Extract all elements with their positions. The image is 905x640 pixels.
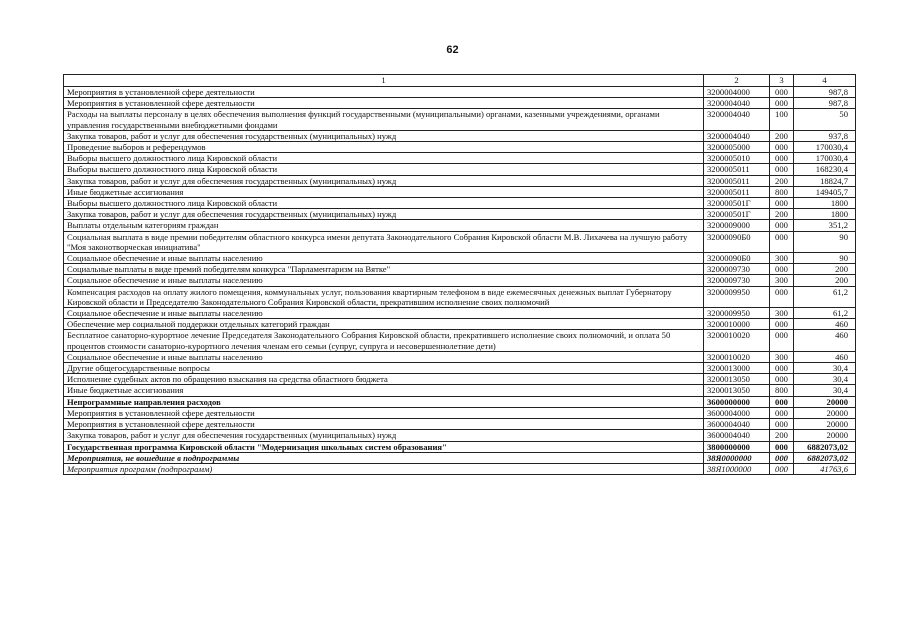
- table-row: [64, 374, 856, 385]
- row-description: Закупка товаров, работ и услуг для обеспечения государственных (муниципальных) нужд: [64, 430, 704, 441]
- header-col-3: 3: [770, 75, 794, 87]
- row-amount: 460: [794, 330, 856, 351]
- row-description: Социальные выплаты в виде премий победителям конкурса "Парламентаризм на Вятке": [64, 264, 704, 275]
- row-amount: 937,8: [794, 130, 856, 141]
- row-description: Мероприятия программ (подпрограмм): [64, 463, 704, 474]
- row-expense-type: 200: [770, 175, 794, 186]
- row-amount: 20000: [794, 419, 856, 430]
- row-expense-type: 000: [770, 452, 794, 463]
- row-expense-type: 800: [770, 385, 794, 396]
- table-row: [64, 308, 856, 319]
- row-code: 320000501Г: [704, 198, 770, 209]
- row-expense-type: 300: [770, 253, 794, 264]
- row-amount: 1800: [794, 209, 856, 220]
- row-description: Мероприятия в установленной сфере деятельности: [64, 419, 704, 430]
- row-description: Мероприятия в установленной сфере деятельности: [64, 407, 704, 418]
- row-description: Исполнение судебных актов по обращению взыскания на средства областного бюджета: [64, 374, 704, 385]
- row-expense-type: 000: [770, 264, 794, 275]
- row-code: 3200004040: [704, 130, 770, 141]
- row-code: 3200005000: [704, 142, 770, 153]
- row-code: 3200005011: [704, 186, 770, 197]
- row-amount: 6882073,02: [794, 441, 856, 452]
- row-amount: 50: [794, 109, 856, 130]
- page-number: 62: [446, 44, 459, 56]
- table-row: [64, 330, 856, 351]
- row-description: Компенсация расходов на оплату жилого помещения, коммунальных услуг, пользования квартирным телефоном в виде ежемесячных денежных выплат Губернатору Кировской области и Председателю Законодательного Собрания Кировской области, прекратившим исполнение своих полномочий: [64, 286, 704, 307]
- row-description: Мероприятия, не вошедшие в подпрограммы: [64, 452, 704, 463]
- row-description: Социальная выплата в виде премии победителям областного конкурса имени депутата Законодательного Собрания Кировской области М.В. Лихачева на лучшую работу "Моя законотворческая инициатива": [64, 231, 704, 252]
- table-row: [64, 396, 856, 407]
- row-expense-type: 300: [770, 351, 794, 362]
- row-amount: 6882073,02: [794, 452, 856, 463]
- table-row: [64, 286, 856, 307]
- row-amount: 987,8: [794, 98, 856, 109]
- row-amount: 41763,6: [794, 463, 856, 474]
- row-amount: 20000: [794, 407, 856, 418]
- table-row: [64, 463, 856, 474]
- row-amount: 200: [794, 264, 856, 275]
- row-code: 3800000000: [704, 441, 770, 452]
- row-code: 3200009730: [704, 264, 770, 275]
- row-description: Закупка товаров, работ и услуг для обеспечения государственных (муниципальных) нужд: [64, 130, 704, 141]
- table-row: [64, 363, 856, 374]
- row-code: 38Я1000000: [704, 463, 770, 474]
- row-code: 38Я0000000: [704, 452, 770, 463]
- table-row: [64, 186, 856, 197]
- row-expense-type: 000: [770, 220, 794, 231]
- table-row: [64, 430, 856, 441]
- row-code: 32000090Б0: [704, 231, 770, 252]
- header-col-1: 1: [64, 75, 704, 87]
- row-amount: 61,2: [794, 308, 856, 319]
- row-code: 3200004040: [704, 98, 770, 109]
- row-description: Мероприятия в установленной сфере деятельности: [64, 98, 704, 109]
- row-description: Социальное обеспечение и иные выплаты населению: [64, 351, 704, 362]
- row-code: 3600004040: [704, 430, 770, 441]
- row-code: 32000090Б0: [704, 253, 770, 264]
- row-expense-type: 000: [770, 98, 794, 109]
- row-code: 3200005011: [704, 164, 770, 175]
- budget-table: [63, 74, 856, 475]
- table-row: [64, 385, 856, 396]
- table-row: [64, 351, 856, 362]
- row-code: 3200005010: [704, 153, 770, 164]
- row-expense-type: 000: [770, 330, 794, 351]
- row-amount: 20000: [794, 396, 856, 407]
- row-code: 3600004000: [704, 407, 770, 418]
- row-expense-type: 000: [770, 441, 794, 452]
- row-amount: 200: [794, 275, 856, 286]
- row-description: Социальное обеспечение и иные выплаты населению: [64, 275, 704, 286]
- row-description: Социальное обеспечение и иные выплаты населению: [64, 308, 704, 319]
- row-amount: 90: [794, 253, 856, 264]
- row-expense-type: 000: [770, 153, 794, 164]
- row-code: 3200013050: [704, 385, 770, 396]
- row-amount: 460: [794, 319, 856, 330]
- table-row: [64, 175, 856, 186]
- row-description: Иные бюджетные ассигнования: [64, 385, 704, 396]
- table-row: [64, 153, 856, 164]
- table-row: [64, 130, 856, 141]
- row-description: Расходы на выплаты персоналу в целях обеспечения выполнения функций государственными (муниципальными) органами, казенными учреждениями, органами управления государственными внебюджетными фондами: [64, 109, 704, 130]
- row-amount: 987,8: [794, 87, 856, 98]
- row-amount: 1800: [794, 198, 856, 209]
- row-amount: 149405,7: [794, 186, 856, 197]
- row-description: Закупка товаров, работ и услуг для обеспечения государственных (муниципальных) нужд: [64, 175, 704, 186]
- row-expense-type: 200: [770, 430, 794, 441]
- table-row: [64, 264, 856, 275]
- table-row: [64, 98, 856, 109]
- row-expense-type: 000: [770, 463, 794, 474]
- table-row: [64, 253, 856, 264]
- row-amount: 351,2: [794, 220, 856, 231]
- row-code: 3200009950: [704, 308, 770, 319]
- row-amount: 168230,4: [794, 164, 856, 175]
- row-description: Выборы высшего должностного лица Кировской области: [64, 153, 704, 164]
- row-amount: 30,4: [794, 385, 856, 396]
- row-code: 3200013000: [704, 363, 770, 374]
- row-expense-type: 100: [770, 109, 794, 130]
- row-description: Социальное обеспечение и иные выплаты населению: [64, 253, 704, 264]
- row-code: 3200004040: [704, 109, 770, 130]
- table-body: [64, 87, 856, 475]
- row-expense-type: 000: [770, 142, 794, 153]
- row-expense-type: 000: [770, 419, 794, 430]
- row-expense-type: 000: [770, 164, 794, 175]
- header-col-2: 2: [704, 75, 770, 87]
- row-expense-type: 000: [770, 319, 794, 330]
- row-amount: 460: [794, 351, 856, 362]
- table-row: [64, 209, 856, 220]
- row-code: 3200013050: [704, 374, 770, 385]
- table-row: [64, 407, 856, 418]
- row-expense-type: 300: [770, 275, 794, 286]
- row-amount: 170030,4: [794, 142, 856, 153]
- row-expense-type: 000: [770, 396, 794, 407]
- table-row: [64, 142, 856, 153]
- table-row: [64, 220, 856, 231]
- row-description: Непрограммные направления расходов: [64, 396, 704, 407]
- row-expense-type: 300: [770, 308, 794, 319]
- row-code: 320000501Г: [704, 209, 770, 220]
- row-expense-type: 000: [770, 231, 794, 252]
- row-code: 3200010000: [704, 319, 770, 330]
- header-col-4: 4: [794, 75, 856, 87]
- row-amount: 170030,4: [794, 153, 856, 164]
- row-code: 3600004040: [704, 419, 770, 430]
- row-expense-type: 000: [770, 286, 794, 307]
- row-description: Выборы высшего должностного лица Кировской области: [64, 198, 704, 209]
- row-amount: 18824,7: [794, 175, 856, 186]
- row-expense-type: 000: [770, 363, 794, 374]
- row-code: 3200009730: [704, 275, 770, 286]
- row-expense-type: 000: [770, 407, 794, 418]
- row-code: 3200004000: [704, 87, 770, 98]
- row-amount: 90: [794, 231, 856, 252]
- row-amount: 30,4: [794, 363, 856, 374]
- row-code: 3200009000: [704, 220, 770, 231]
- row-description: Выборы высшего должностного лица Кировской области: [64, 164, 704, 175]
- row-description: Государственная программа Кировской области "Модернизация школьных систем образования": [64, 441, 704, 452]
- row-description: Закупка товаров, работ и услуг для обеспечения государственных (муниципальных) нужд: [64, 209, 704, 220]
- row-description: Бесплатное санаторно-курортное лечение Председателя Законодательного Собрания Кировской области, прекратившего исполнение своих полномочий, и оплата 50 процентов стоимости санаторно-курортного лечения членам его семьи (супруг, супруга и несовершеннолетние дети): [64, 330, 704, 351]
- row-description: Иные бюджетные ассигнования: [64, 186, 704, 197]
- row-amount: 61,2: [794, 286, 856, 307]
- row-description: Выплаты отдельным категориям граждан: [64, 220, 704, 231]
- table-row: [64, 109, 856, 130]
- row-expense-type: 000: [770, 87, 794, 98]
- table-row: [64, 164, 856, 175]
- row-expense-type: 200: [770, 209, 794, 220]
- row-amount: 30,4: [794, 374, 856, 385]
- row-expense-type: 000: [770, 198, 794, 209]
- row-code: 3200009950: [704, 286, 770, 307]
- row-description: Другие общегосударственные вопросы: [64, 363, 704, 374]
- row-expense-type: 200: [770, 130, 794, 141]
- row-expense-type: 800: [770, 186, 794, 197]
- row-code: 3600000000: [704, 396, 770, 407]
- row-expense-type: 000: [770, 374, 794, 385]
- table-row: [64, 452, 856, 463]
- row-description: Мероприятия в установленной сфере деятельности: [64, 87, 704, 98]
- row-description: Проведение выборов и референдумов: [64, 142, 704, 153]
- table-row: [64, 198, 856, 209]
- row-code: 3200010020: [704, 330, 770, 351]
- table-row: [64, 319, 856, 330]
- table-row: [64, 419, 856, 430]
- table-header-row: [64, 75, 856, 87]
- row-amount: 20000: [794, 430, 856, 441]
- row-code: 3200010020: [704, 351, 770, 362]
- table-row: [64, 441, 856, 452]
- table-row: [64, 231, 856, 252]
- row-description: Обеспечение мер социальной поддержки отдельных категорий граждан: [64, 319, 704, 330]
- table-row: [64, 87, 856, 98]
- table-row: [64, 275, 856, 286]
- row-code: 3200005011: [704, 175, 770, 186]
